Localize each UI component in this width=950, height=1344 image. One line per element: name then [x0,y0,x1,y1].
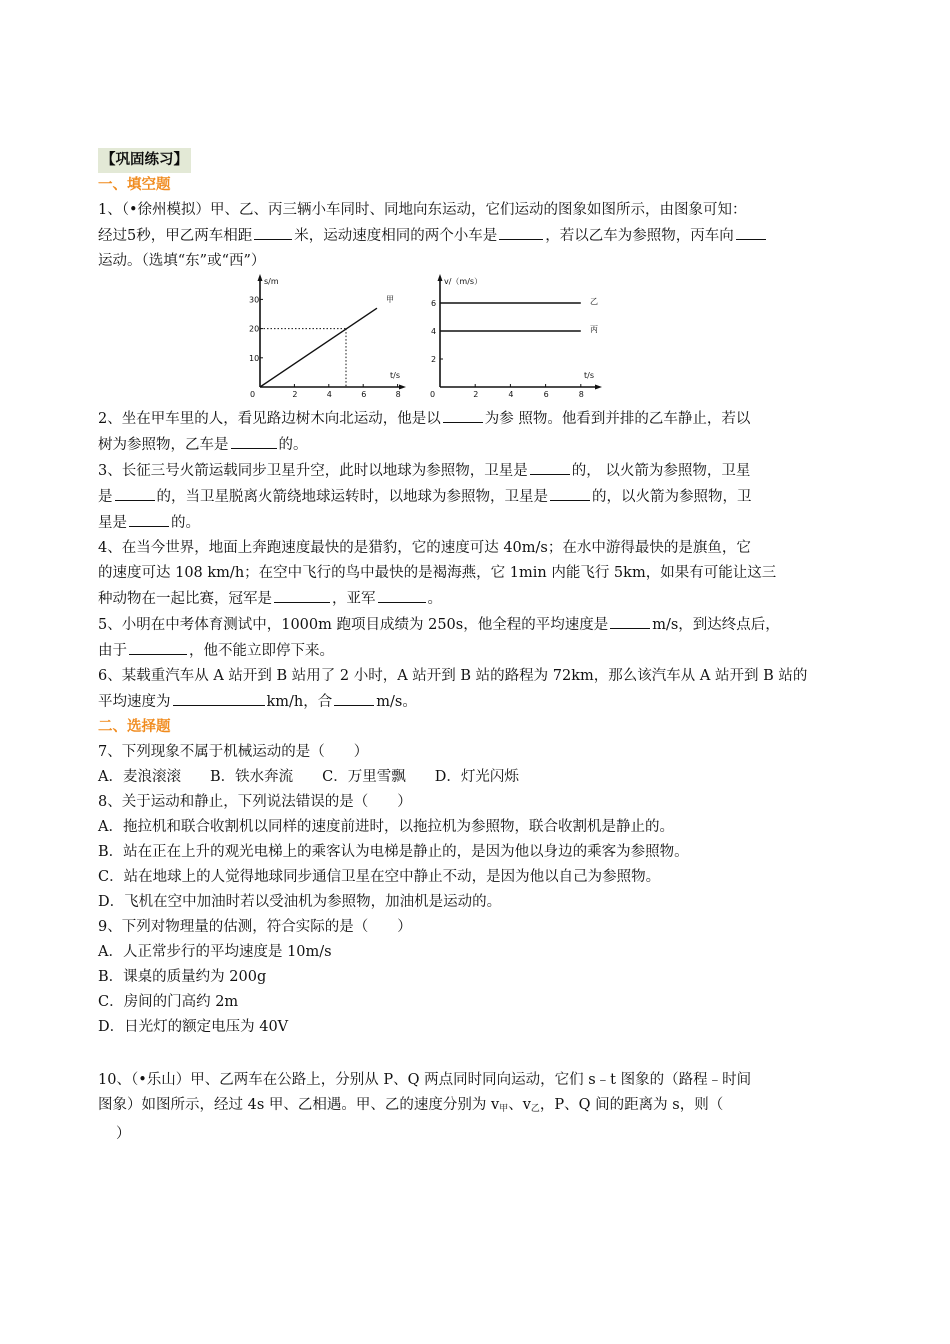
y-tick-label: 2 [431,355,437,364]
q5-line2: 由于 ，他不能立即停下来。 [98,638,858,664]
q2-line1: 2、坐在甲车里的人，看见路边树木向北运动，他是以 为参 照物。他看到并排的乙车静止，若以 [98,406,858,432]
y-tick-label: 4 [431,327,437,336]
answer-blank[interactable] [274,586,330,603]
answer-blank[interactable] [173,689,265,706]
x-tick-label: 4 [508,390,514,399]
answer-blank[interactable] [129,510,169,527]
q5-line1: 5、小明在中考体育测试中，1000m 跑项目成绩为 250s，他全程的平均速度是 m/s，到达终点后， [98,612,858,638]
x-tick-label: 0 [430,390,436,399]
q9-option-a: A．人正常步行的平均速度是 10m/s [98,944,332,960]
q10-line2: 图象）如图所示，经过 4s 甲、乙相遇。甲、乙的速度分别为 $v_甲$、$v_乙$，P、Q 间的距离为 s，则（ [98,1097,724,1114]
answer-blank[interactable] [736,223,766,240]
answer-blank[interactable] [610,612,650,629]
q8-option-b: B．站在正在上升的观光电梯上的乘客认为电梯是静止的，是因为他以身边的乘客为参照物。 [98,844,689,860]
q4-line1: 4、在当今世界，地面上奔跑速度最快的是猎豹，它的速度可达 40m/s；在水中游得最快的是旗鱼，它 [98,540,751,556]
q2-line2: 树为参照物，乙车是 的。 [98,432,858,458]
q7-stem: 7、下列现象不属于机械运动的是（ ） [98,744,369,760]
y-axis-label: v/（m/s） [444,277,483,286]
answer-blank[interactable] [254,223,292,240]
q4-line2: 的速度可达 108 km/h；在空中飞行的鸟中最快的是褐海燕，它 1min 内能飞行 5km，如果有可能让这三 [98,565,777,581]
y-tick-label: 20 [249,324,260,334]
x-tick-label: 6 [361,390,367,399]
section-tag: 【巩固练习】 [98,148,191,173]
x-tick-label: 8 [395,390,401,399]
answer-blank[interactable] [231,432,277,449]
st-graph-svg [248,274,408,402]
q9-stem: 9、下列对物理量的估测，符合实际的是（ ） [98,919,412,935]
y-axis-label: s/m [264,277,279,286]
vt-graph [424,274,604,411]
st-graph [248,274,408,411]
q8-option-c: C．站在地球上的人觉得地球同步通信卫星在空中静止不动，是因为他以自己为参照物。 [98,869,661,885]
answer-blank[interactable] [499,223,543,240]
x-tick-label: 2 [292,390,298,399]
answer-blank[interactable] [550,484,590,501]
y-tick-label: 6 [431,299,437,308]
q9-option-b: B．课桌的质量约为 200g [98,969,267,985]
y-axis-arrow [258,274,263,281]
q3-line2: 是 的，当卫星脱离火箭绕地球运转时，以地球为参照物，卫星是 的，以火箭为参照物，卫 [98,484,858,510]
q10-line1: 10、（•乐山）甲、乙两车在公路上，分别从 P、Q 两点同时同向运动，它们 s﹣t 图象的（路程﹣时间 [98,1072,752,1088]
heading-multiple-choice: 二、选择题 [98,719,171,735]
q8-stem: 8、关于运动和静止，下列说法错误的是（ ） [98,794,412,810]
q1-line1: 1、（•徐州模拟）甲、乙、丙三辆小车同时、同地向东运动，它们运动的图象如图所示，由图象可知： [98,202,747,218]
q10-line3: ） [116,1126,131,1142]
x-axis-label: t/s [390,371,400,380]
x-tick-label: 4 [326,390,332,399]
x-tick-label: 6 [543,390,549,399]
answer-blank[interactable] [378,586,426,603]
q9-option-c: C．房间的门高约 2m [98,994,239,1010]
x-axis-label: t/s [584,371,594,380]
q1-line3: 运动。（选填“东”或“西”） [98,253,266,269]
q7-options: A．麦浪滚滚 B．铁水奔流 C．万里雪飘 D．灯光闪烁 [98,769,519,785]
x-tick-label: 0 [250,390,256,399]
q8-option-d: D．飞机在空中加油时若以受油机为参照物，加油机是运动的。 [98,894,502,910]
answer-blank[interactable] [129,638,187,655]
q8-option-a: A．拖拉机和联合收割机以同样的速度前进时，以拖拉机为参照物，联合收割机是静止的。 [98,819,674,835]
answer-blank[interactable] [115,484,155,501]
worksheet-page [98,148,858,1147]
x-axis-arrow [595,385,602,390]
q4-line3: 种动物在一起比赛，冠军是 ，亚军 。 [98,586,858,612]
answer-blank[interactable] [530,458,570,475]
q1-figures [98,274,858,406]
y-axis-arrow [438,274,443,281]
vt-graph-svg [424,274,604,402]
q6-line2: 平均速度为 km/h，合 m/s。 [98,689,858,715]
q3-line3: 星是 的。 [98,510,858,536]
heading-fill-blank: 一、填空题 [98,177,171,193]
x-tick-label: 2 [473,390,479,399]
y-tick-label: 10 [249,353,260,363]
line-label-yi: 乙 [590,297,598,306]
x-tick-label: 8 [578,390,584,399]
series-label-jia: 甲 [386,295,394,304]
q3-line1: 3、长征三号火箭运载同步卫星升空，此时以地球为参照物，卫星是 的， 以火箭为参照物，卫星 [98,458,858,484]
x-axis-arrow [399,385,406,390]
answer-blank[interactable] [334,689,374,706]
y-tick-label: 30 [249,295,260,305]
series-line-jia [260,308,377,387]
q9-option-d: D．日光灯的额定电压为 40V [98,1019,289,1035]
line-label-bing: 丙 [590,325,598,334]
q1-line2: 经过5秒，甲乙两车相距 米，运动速度相同的两个小车是 ，若以乙车为参照物，丙车向 [98,223,858,249]
q6-line1: 6、某载重汽车从 A 站开到 B 站用了 2 小时，A 站开到 B 站的路程为 72km，那么该汽车从 A 站开到 B 站的 [98,668,808,684]
